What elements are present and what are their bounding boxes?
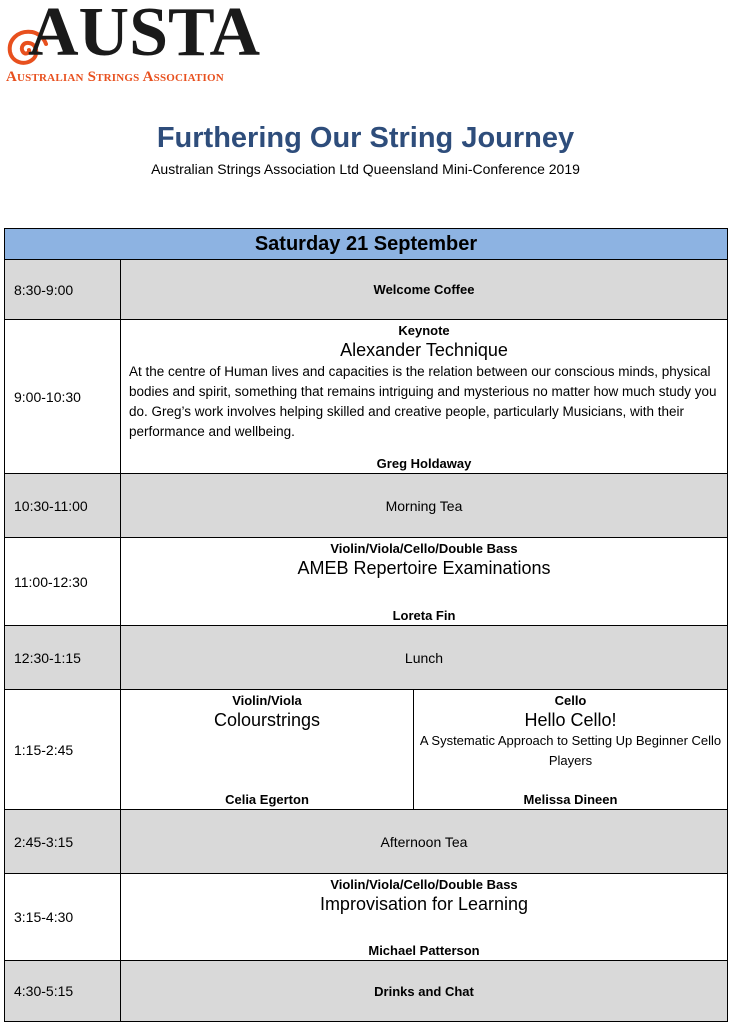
session-title: Colourstrings — [213, 710, 321, 730]
session-title: Improvisation for Learning — [319, 894, 529, 914]
session-title: Alexander Technique — [340, 340, 508, 360]
day-header: Saturday 21 September — [5, 229, 727, 260]
time-cell: 12:30-1:15 — [5, 626, 121, 689]
austa-logo — [6, 0, 276, 88]
break-cell — [121, 961, 727, 1021]
break-label: Welcome Coffee — [373, 282, 475, 297]
session-presenter: Celia Egerton — [225, 792, 309, 807]
session-category: Violin/Viola/Cello/Double Bass — [330, 541, 518, 556]
session-category: Violin/Viola/Cello/Double Bass — [330, 877, 518, 892]
session-category: Keynote — [398, 323, 450, 338]
schedule-row-lunch — [5, 626, 727, 690]
page-title: Furthering Our String Journey — [156, 122, 575, 154]
logo-wordmark: AUSTA — [28, 0, 261, 71]
schedule-row-keynote — [5, 320, 727, 474]
schedule-row-split — [5, 690, 727, 810]
session-left — [121, 690, 413, 809]
break-cell — [121, 810, 727, 873]
break-cell — [121, 626, 727, 689]
schedule-table — [4, 228, 728, 1022]
break-cell — [121, 474, 727, 537]
page-subtitle: Australian Strings Association Ltd Queensland Mini-Conference 2019 — [151, 161, 580, 177]
session-category: Cello — [554, 693, 587, 708]
session-presenter: Loreta Fin — [392, 608, 456, 623]
session-cell — [121, 874, 727, 960]
session-cell — [121, 320, 727, 473]
break-label: Afternoon Tea — [380, 833, 468, 850]
session-category: Violin/Viola — [232, 693, 302, 708]
time-cell: 1:15-2:45 — [5, 690, 121, 809]
break-cell — [121, 260, 727, 319]
session-presenter: Greg Holdaway — [376, 456, 472, 471]
session-description: At the centre of Human lives and capacities is the relation between our conscious minds, physical bodies and spirit, something that remains intriguing and mysterious no matter how much study you do. Greg’s work involves helping skilled and creative people, particularly Musicians, with their performance and wellbeing. — [129, 364, 717, 439]
logo-subtitle: Australian Strings Association — [6, 69, 224, 85]
time-cell: 3:15-4:30 — [5, 874, 121, 960]
session-presenter: Melissa Dineen — [523, 792, 618, 807]
time-cell: 11:00-12:30 — [5, 538, 121, 625]
break-label: Lunch — [404, 649, 444, 666]
schedule-row-ameb — [5, 538, 727, 626]
session-cell — [121, 538, 727, 625]
schedule-row-improvisation — [5, 874, 727, 961]
session-title: AMEB Repertoire Examinations — [297, 558, 551, 578]
session-presenter: Michael Patterson — [368, 943, 480, 958]
split-cell — [121, 690, 727, 809]
session-description: A Systematic Approach to Setting Up Beginner Cello Players — [419, 733, 722, 768]
time-cell: 2:45-3:15 — [5, 810, 121, 873]
time-cell: 10:30-11:00 — [5, 474, 121, 537]
schedule-row-morning-tea — [5, 474, 727, 538]
break-label: Drinks and Chat — [374, 983, 474, 999]
schedule-row-welcome — [5, 260, 727, 320]
session-right — [413, 690, 727, 809]
schedule-row-afternoon-tea — [5, 810, 727, 874]
time-cell: 8:30-9:00 — [5, 260, 121, 319]
time-cell: 4:30-5:15 — [5, 961, 121, 1021]
time-cell: 9:00-10:30 — [5, 320, 121, 473]
schedule-row-drinks — [5, 961, 727, 1021]
session-title: Hello Cello! — [524, 710, 617, 730]
break-label: Morning Tea — [385, 497, 463, 514]
